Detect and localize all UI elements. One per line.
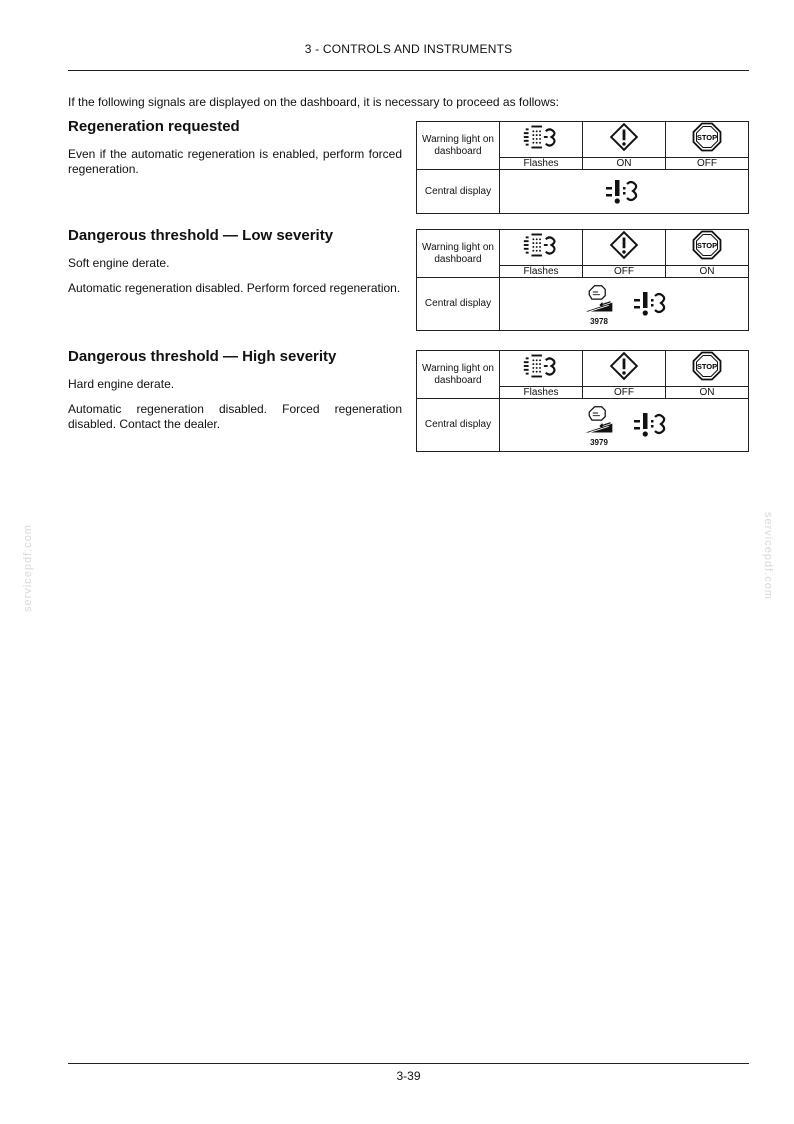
page-header: 3 - CONTROLS AND INSTRUMENTS [304,42,513,56]
warning-diamond-icon [583,122,666,158]
central-display-label: Central display [417,278,500,331]
stop-icon [666,230,749,266]
section-regeneration-requested [68,118,402,187]
central-display-label: Central display [417,399,500,452]
engine-derate-icon [576,405,622,445]
central-display-cell [500,170,749,214]
warning-state: ON [583,158,666,170]
warning-state: OFF [583,387,666,399]
engine-derate-icon [576,284,622,324]
central-display-label: Central display [417,170,500,214]
warning-diamond-icon [583,351,666,387]
stop-state: OFF [666,158,749,170]
section-high-severity [68,348,402,442]
dpf-icon [500,230,583,266]
section-paragraph: Even if the automatic regeneration is enabled, perform forced regeneration. [68,147,402,176]
warning-light-label: Warning light on dashboard [417,230,500,278]
section-paragraph: Automatic regeneration disabled. Forced regeneration disabled. Contact the dealer. [68,402,402,431]
stop-icon [666,122,749,158]
central-display-dpf-warning-icon [632,290,672,318]
warning-state: OFF [583,266,666,278]
dpf-icon [500,351,583,387]
dpf-icon [500,122,583,158]
stop-icon-text: STOP [696,362,718,371]
stop-state: ON [666,387,749,399]
footer-rule [68,1063,749,1064]
display-code: 3978 [590,317,608,326]
header-rule [68,70,749,71]
intro-text: If the following signals are displayed on the dashboard, it is necessary to proceed as follows: [68,95,559,109]
dpf-state: Flashes [500,387,583,399]
central-display-dpf-warning-icon [632,411,672,439]
section-paragraph: Automatic regeneration disabled. Perform forced regeneration. [68,281,401,295]
stop-icon-text: STOP [696,241,718,250]
warning-light-label: Warning light on dashboard [417,122,500,170]
signal-table-high-severity [416,350,749,452]
display-code: 3979 [590,438,608,447]
signal-table-low-severity [416,229,749,331]
signal-table-regeneration-requested [416,121,749,214]
section-title: Dangerous threshold — High severity [68,348,337,365]
stop-state: ON [666,266,749,278]
central-display-cell [500,399,749,452]
central-display-dpf-warning-icon [604,178,644,206]
central-display-cell [500,278,749,331]
warning-light-label: Warning light on dashboard [417,351,500,399]
watermark-right: servicepdf.com [762,512,774,600]
dpf-state: Flashes [500,266,583,278]
section-title: Dangerous threshold — Low severity [68,227,334,244]
section-paragraph: Hard engine derate. [68,377,175,391]
dpf-state: Flashes [500,158,583,170]
page-number: 3-39 [396,1069,421,1083]
section-title: Regeneration requested [68,118,240,135]
section-paragraph: Soft engine derate. [68,256,170,270]
warning-diamond-icon [583,230,666,266]
section-low-severity [68,227,402,306]
stop-icon-text: STOP [696,133,718,142]
stop-icon [666,351,749,387]
watermark-left: servicepdf.com [22,524,34,612]
